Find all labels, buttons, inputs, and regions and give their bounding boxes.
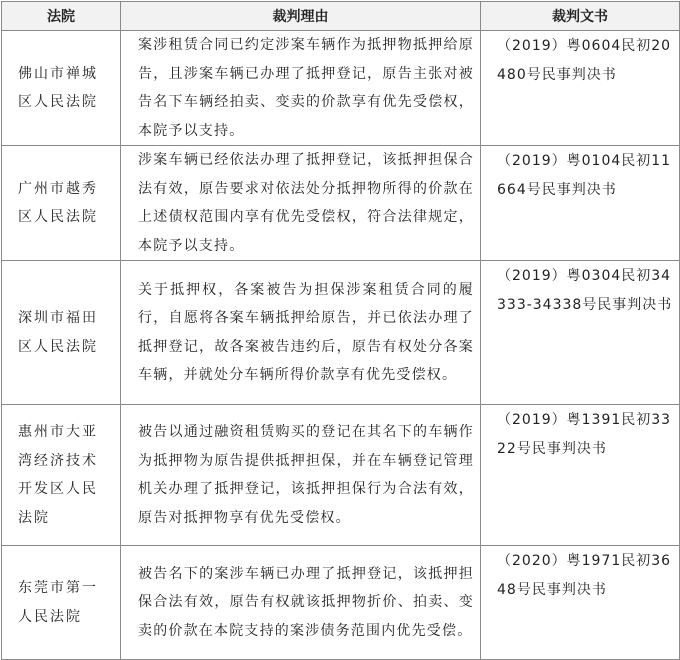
reason-cell: [121, 546, 481, 660]
court-name: 深圳市福田区人民法院: [18, 310, 98, 355]
table-row: [2, 546, 680, 660]
judgment-reason: 案涉租赁合同已约定涉案车辆作为抵押物抵押给原告，且涉案车辆已办理了抵押登记，原告主张对被告名下车辆经拍卖、变卖的价款享有优先受偿权，本院予以支持。: [138, 37, 474, 139]
judgment-table: [1, 1, 680, 660]
reason-cell: [121, 405, 481, 546]
document-cell: [481, 31, 680, 146]
court-cell: [2, 261, 121, 405]
table-row: [2, 31, 680, 146]
judgment-document: （2019）粤1391民初3322号民事判决书: [497, 412, 672, 457]
judgment-document: （2019）粤0304民初34333-34338号民事判决书: [497, 268, 673, 313]
judgment-reason: 关于抵押权，各案被告为担保涉案租赁合同的履行，自愿将各案车辆抵押给原告，并已依法办理了抵押登记，故各案被告违约后，原告有权处分各案车辆，并就处分车辆所得价款享有优先受偿权。: [138, 281, 474, 383]
column-header-court: 法院: [2, 2, 121, 31]
document-cell: [481, 261, 680, 405]
court-name: 广州市越秀区人民法院: [18, 180, 98, 225]
court-cell: [2, 31, 121, 146]
table-row: [2, 146, 680, 261]
court-cell: [2, 405, 121, 546]
court-name: 东莞市第一人民法院: [18, 580, 98, 625]
judgment-document: （2019）粤0104民初11664号民事判决书: [497, 153, 672, 198]
reason-cell: [121, 146, 481, 261]
document-cell: [481, 405, 680, 546]
judgment-reason: 涉案车辆已经依法办理了抵押登记，该抵押担保合法有效，原告要求对依法处分抵押物所得的价款在上述债权范围内享有优先受偿权，符合法律规定，本院予以支持。: [138, 152, 474, 254]
reason-cell: [121, 31, 481, 146]
court-name: 惠州市大亚湾经济技术开发区人民法院: [18, 424, 98, 526]
court-cell: [2, 546, 121, 660]
table-row: [2, 261, 680, 405]
reason-cell: [121, 261, 481, 405]
table-row: [2, 405, 680, 546]
document-cell: [481, 146, 680, 261]
judgment-reason: 被告名下的案涉车辆已办理了抵押登记，该抵押担保合法有效，原告有权就该抵押物折价、拍卖、变卖的价款在本院支持的案涉债务范围内优先受偿。: [138, 565, 474, 639]
document-cell: [481, 546, 680, 660]
court-cell: [2, 146, 121, 261]
judgment-reason: 被告以通过融资租赁购买的登记在其名下的车辆作为抵押物为原告提供抵押担保，并在车辆登记管理机关办理了抵押登记，该抵押担保行为合法有效，原告对抵押物享有优先受偿权。: [138, 424, 474, 526]
table-header-row: [2, 2, 680, 31]
judgment-document: （2020）粤1971民初3648号民事判决书: [497, 553, 672, 598]
column-header-document: 裁判文书: [481, 2, 680, 31]
judgment-document: （2019）粤0604民初20480号民事判决书: [497, 38, 672, 83]
court-name: 佛山市禅城区人民法院: [18, 65, 98, 110]
column-header-reason: 裁判理由: [121, 2, 481, 31]
